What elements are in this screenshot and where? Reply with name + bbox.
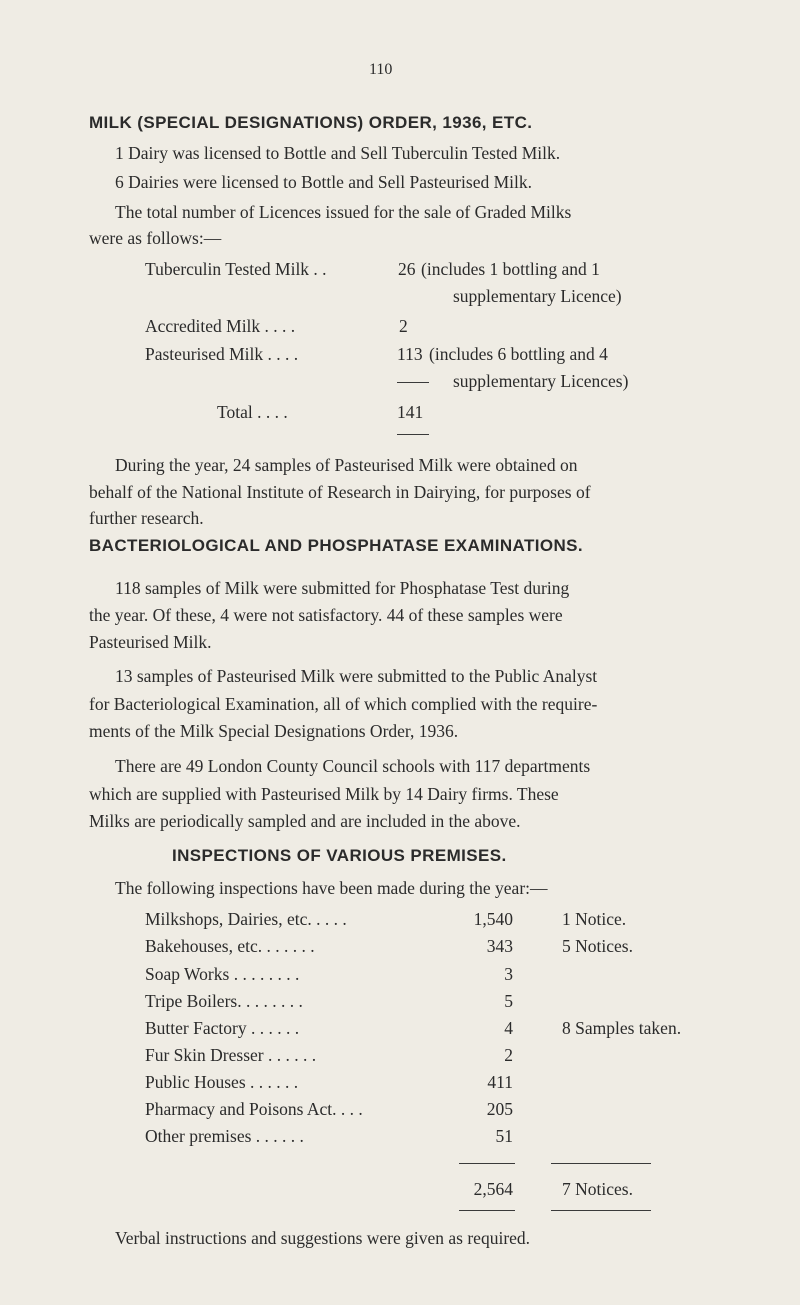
row-label: Fur Skin Dresser . . . . . . <box>145 1045 317 1065</box>
phosphatase-para-line-2: the year. Of these, 4 were not satisfactory. 44 of these samples were <box>89 605 563 625</box>
row-label: Tripe Boilers. . . . . . . . <box>145 991 303 1011</box>
row-value: 205 <box>486 1099 513 1119</box>
milk-order-heading: MILK (SPECIAL DESIGNATIONS) ORDER, 1936, ETC. <box>89 113 533 132</box>
past-licence-line: 6 Dairies were licensed to Bottle and Sell Pasteurised Milk. <box>115 172 532 192</box>
licence-label-pasteurised: Pasteurised Milk . . . . <box>145 344 299 364</box>
row-note: 8 Samples taken. <box>562 1018 682 1038</box>
row-label: Milkshops, Dairies, etc. . . . . <box>145 909 347 929</box>
row-label: Butter Factory . . . . . . <box>145 1018 300 1038</box>
licence-total-value: 141 <box>397 402 424 422</box>
licence-note-tt-1: (includes 1 bottling and 1 <box>421 259 600 279</box>
bacteriological-heading: BACTERIOLOGICAL AND PHOSPHATASE EXAMINATIONS. <box>89 536 584 555</box>
row-value: 4 <box>504 1018 513 1038</box>
inspections-sum-rule-left <box>459 1163 515 1164</box>
licence-note-pasteurised-1: (includes 6 bottling and 4 <box>429 344 608 364</box>
row-value: 411 <box>487 1072 513 1092</box>
licence-label-tt: Tuberculin Tested Milk . . <box>145 259 327 279</box>
row-label: Bakehouses, etc. . . . . . . <box>145 936 315 956</box>
schools-para-line-2: which are supplied with Pasteurised Milk by 14 Dairy firms. These <box>89 784 559 804</box>
row-label: Other premises . . . . . . <box>145 1126 304 1146</box>
row-note: 5 Notices. <box>562 936 633 956</box>
inspections-heading: INSPECTIONS OF VARIOUS PREMISES. <box>172 846 507 865</box>
licence-value-tt: 26 <box>398 259 416 279</box>
research-para-line-2: behalf of the National Institute of Research in Dairying, for purposes of <box>89 482 591 502</box>
analyst-para-line-1: 13 samples of Pasteurised Milk were submitted to the Public Analyst <box>115 666 598 686</box>
inspections-sum-rule-right <box>551 1163 651 1164</box>
licence-total-rule <box>397 434 429 435</box>
phosphatase-para-line-1: 118 samples of Milk were submitted for Phosphatase Test during <box>115 578 570 598</box>
tt-licence-line: 1 Dairy was licensed to Bottle and Sell Tuberculin Tested Milk. <box>115 143 561 163</box>
page-number: 110 <box>369 61 393 78</box>
row-value: 2 <box>504 1045 513 1065</box>
row-value: 51 <box>495 1126 513 1146</box>
licence-total-label: Total . . . . <box>217 402 288 422</box>
row-value: 5 <box>504 991 513 1011</box>
inspections-total-notices: 7 Notices. <box>562 1179 633 1199</box>
research-para-line-3: further research. <box>89 508 204 528</box>
closing-line: Verbal instructions and suggestions were given as required. <box>115 1228 531 1248</box>
analyst-para-line-3: ments of the Milk Special Designations Order, 1936. <box>89 721 459 741</box>
row-label: Pharmacy and Poisons Act. . . . <box>145 1099 363 1119</box>
inspections-total-rule-right <box>551 1210 651 1211</box>
inspections-total-value: 2,564 <box>473 1179 513 1199</box>
row-value: 343 <box>486 936 513 956</box>
licence-label-accredited: Accredited Milk . . . . <box>145 316 296 336</box>
row-value: 3 <box>504 964 513 984</box>
phosphatase-para-line-3: Pasteurised Milk. <box>89 632 212 652</box>
schools-para-line-1: There are 49 London County Council schools with 117 departments <box>115 756 591 776</box>
inspections-intro: The following inspections have been made during the year:— <box>115 878 548 898</box>
row-note: 1 Notice. <box>562 909 627 929</box>
licence-note-tt-2: supplementary Licence) <box>453 286 622 306</box>
licence-subtotal-rule <box>397 382 429 383</box>
analyst-para-line-2: for Bacteriological Examination, all of which complied with the require- <box>89 694 598 714</box>
row-label: Public Houses . . . . . . <box>145 1072 299 1092</box>
licence-note-pasteurised-2: supplementary Licences) <box>453 371 629 391</box>
row-label: Soap Works . . . . . . . . <box>145 964 300 984</box>
inspections-total-rule-left <box>459 1210 515 1211</box>
research-para-line-1: During the year, 24 samples of Pasteurised Milk were obtained on <box>115 455 578 475</box>
licences-intro-line-1: The total number of Licences issued for the sale of Graded Milks <box>115 202 572 222</box>
licences-intro-line-2: were as follows:— <box>89 228 222 248</box>
licence-value-accredited: 2 <box>399 316 408 336</box>
licence-value-pasteurised: 113 <box>397 344 423 364</box>
schools-para-line-3: Milks are periodically sampled and are included in the above. <box>89 811 521 831</box>
row-value: 1,540 <box>473 909 513 929</box>
